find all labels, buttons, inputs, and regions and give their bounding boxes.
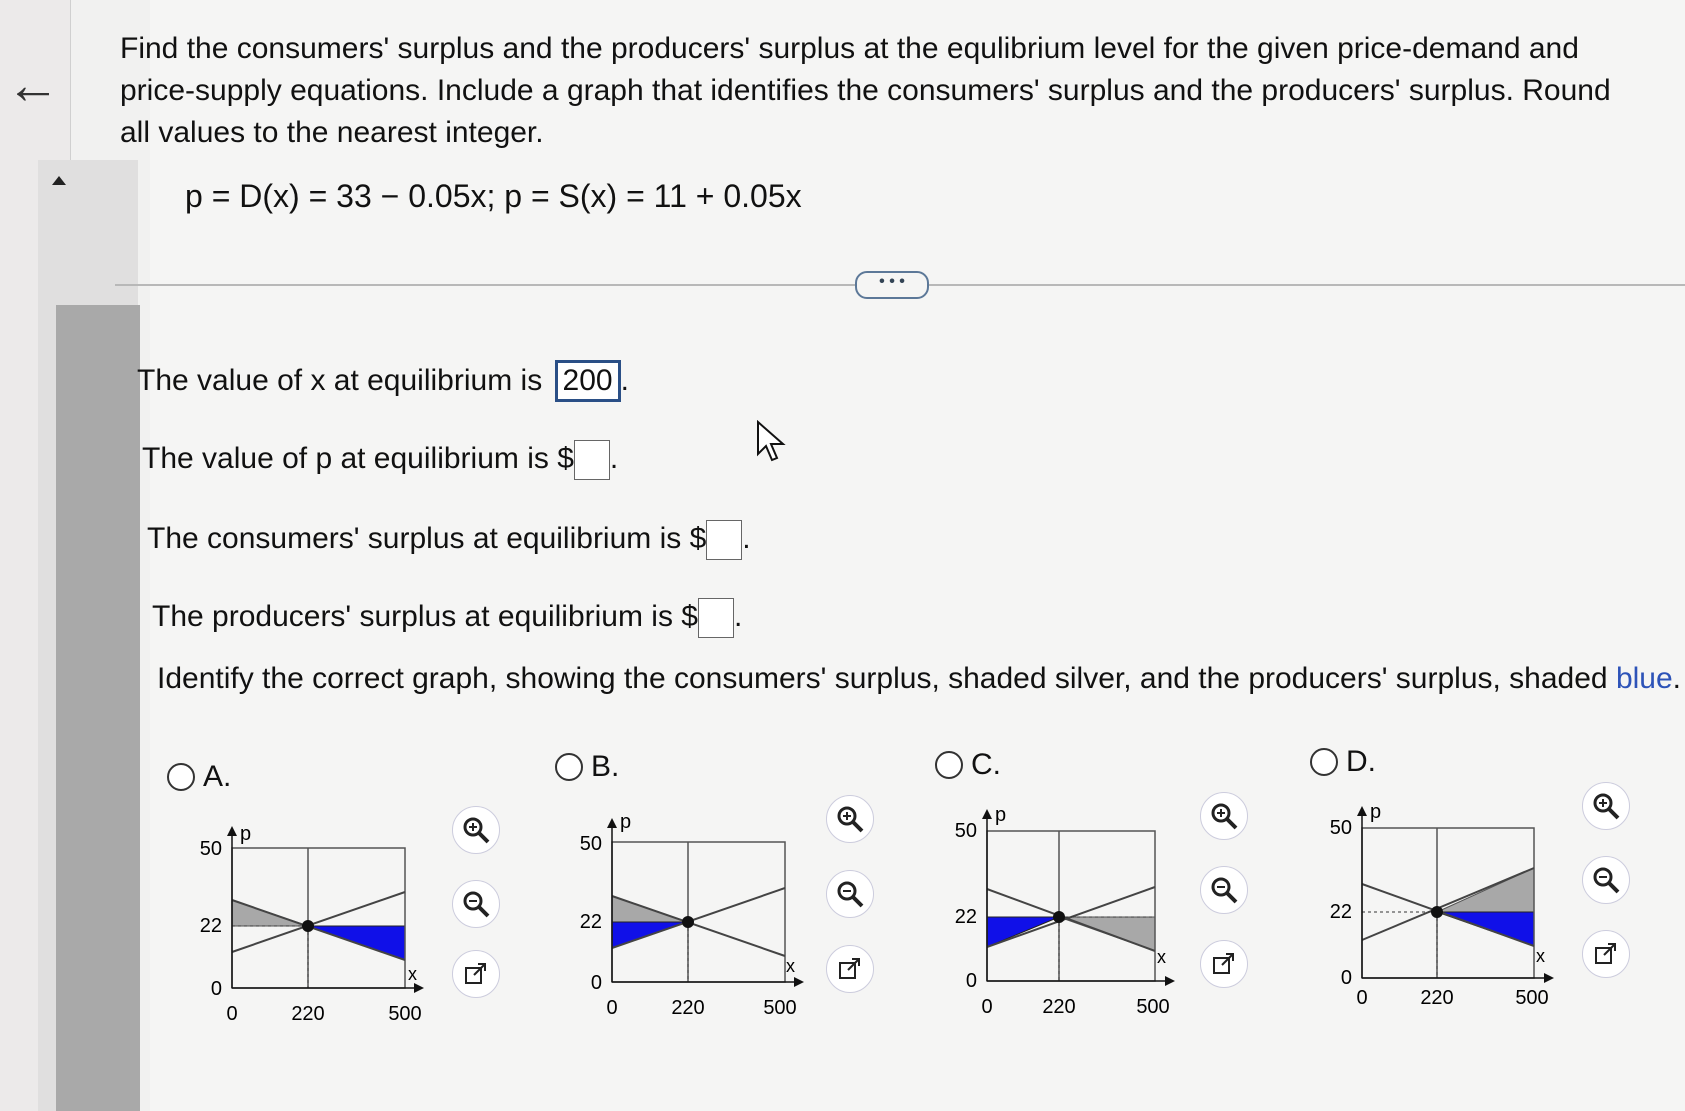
- zoom-out-icon[interactable]: [1200, 866, 1248, 914]
- open-external-icon[interactable]: [826, 945, 874, 993]
- question-prompt: Find the consumers' surplus and the producers' surplus at the equlibrium level for the given price-demand and price-supply equations. Include a graph that identifies the consumers' surplus and the producers' surplus. Round all values to the nearest integer.: [120, 32, 1611, 149]
- y-tick: 22: [199, 915, 222, 937]
- axis-p-label: p: [240, 823, 252, 845]
- producers-surplus-row: [152, 598, 742, 638]
- x-tick: 220: [671, 997, 705, 1019]
- identify-instruction: [157, 662, 1681, 696]
- x-tick: 500: [763, 997, 797, 1019]
- option-a-label: A.: [203, 760, 232, 793]
- zoom-out-icon[interactable]: [452, 880, 500, 928]
- radio-b[interactable]: [555, 753, 583, 781]
- graph-c: [935, 795, 1195, 1025]
- zoom-out-icon[interactable]: [826, 870, 874, 918]
- x-equilibrium-row: [137, 360, 629, 402]
- x-tick: 500: [388, 1003, 422, 1025]
- period: .: [609, 441, 619, 475]
- x-tick: 0: [226, 1003, 238, 1025]
- y-tick: 50: [954, 820, 977, 842]
- y-tick: 22: [1329, 901, 1352, 923]
- zoom-in-icon[interactable]: [1582, 782, 1630, 830]
- x-tick: 220: [1042, 996, 1076, 1018]
- zoom-in-icon[interactable]: [1200, 792, 1248, 840]
- option-b[interactable]: [555, 750, 619, 784]
- axis-p-label: p: [1370, 801, 1382, 823]
- producers-surplus-label: The producers' surplus at equilibrium is $: [152, 599, 698, 633]
- mouse-pointer-icon: [756, 420, 792, 464]
- axis-p-label: p: [620, 811, 632, 833]
- y-tick: 0: [210, 978, 222, 1000]
- open-external-icon[interactable]: [1582, 930, 1630, 978]
- option-d-label: D.: [1346, 745, 1376, 778]
- equilibrium-point: [682, 916, 694, 928]
- y-tick: 0: [965, 970, 977, 992]
- x-equilibrium-label: The value of x at equilibrium is: [137, 364, 543, 397]
- equilibrium-point: [1053, 911, 1065, 923]
- axis-x-label: x: [1536, 946, 1545, 966]
- x-equilibrium-input[interactable]: 200: [555, 360, 621, 402]
- y-tick: 22: [954, 906, 977, 928]
- zoom-out-icon[interactable]: [1582, 856, 1630, 904]
- identify-text: Identify the correct graph, showing the consumers' surplus, shaded silver, and the producers' surplus, shaded: [157, 662, 1616, 695]
- radio-d[interactable]: [1310, 748, 1338, 776]
- y-tick: 0: [1340, 967, 1352, 989]
- period: .: [742, 521, 751, 555]
- x-tick: 500: [1515, 987, 1549, 1009]
- axis-x-label: x: [408, 964, 417, 984]
- open-external-icon[interactable]: [452, 950, 500, 998]
- y-tick: 50: [199, 838, 222, 860]
- producers-surplus-input[interactable]: [698, 598, 734, 638]
- x-tick: 0: [606, 997, 618, 1019]
- x-tick: 0: [981, 996, 993, 1018]
- radio-a[interactable]: [167, 763, 195, 791]
- x-tick: 500: [1136, 996, 1170, 1018]
- period: .: [1672, 662, 1681, 695]
- open-external-icon[interactable]: [1200, 940, 1248, 988]
- option-a[interactable]: [167, 760, 231, 794]
- x-tick: 220: [1420, 987, 1454, 1009]
- option-c[interactable]: [935, 748, 1001, 782]
- option-b-label: B.: [591, 750, 620, 783]
- graph-d: [1310, 790, 1570, 1020]
- period: .: [733, 599, 743, 633]
- p-equilibrium-row: [142, 440, 618, 480]
- p-equilibrium-label: The value of p at equilibrium is $: [142, 441, 574, 475]
- more-button[interactable]: • • •: [855, 271, 929, 299]
- option-d[interactable]: [1310, 745, 1376, 779]
- equation: p = D(x) = 33 − 0.05x; p = S(x) = 11 + 0.05x: [185, 178, 802, 214]
- axis-x-label: x: [786, 956, 795, 976]
- scrollbar-thumb[interactable]: [56, 305, 140, 1111]
- radio-c[interactable]: [935, 751, 963, 779]
- consumers-surplus-label: The consumers' surplus at equilibrium is $: [147, 521, 707, 555]
- equilibrium-point: [1431, 906, 1443, 918]
- y-tick: 22: [579, 911, 602, 933]
- axis-x-label: x: [1157, 947, 1166, 967]
- y-tick: 50: [1329, 817, 1352, 839]
- period: .: [620, 364, 629, 397]
- p-equilibrium-input[interactable]: [574, 440, 610, 480]
- zoom-in-icon[interactable]: [826, 795, 874, 843]
- scroll-up-icon[interactable]: [52, 176, 66, 185]
- back-arrow-icon[interactable]: ←: [6, 55, 60, 115]
- option-c-label: C.: [971, 748, 1001, 781]
- consumers-surplus-row: [147, 520, 751, 560]
- graph-b: [560, 800, 820, 1030]
- zoom-in-icon[interactable]: [452, 806, 500, 854]
- y-tick: 0: [590, 972, 602, 994]
- y-tick: 50: [579, 833, 602, 855]
- consumers-surplus-input[interactable]: [706, 520, 742, 560]
- equilibrium-point: [302, 920, 314, 932]
- x-tick: 0: [1356, 987, 1368, 1009]
- x-tick: 220: [291, 1003, 325, 1025]
- axis-p-label: p: [995, 804, 1007, 826]
- blue-word: blue: [1615, 662, 1673, 695]
- graph-a: [180, 810, 440, 1040]
